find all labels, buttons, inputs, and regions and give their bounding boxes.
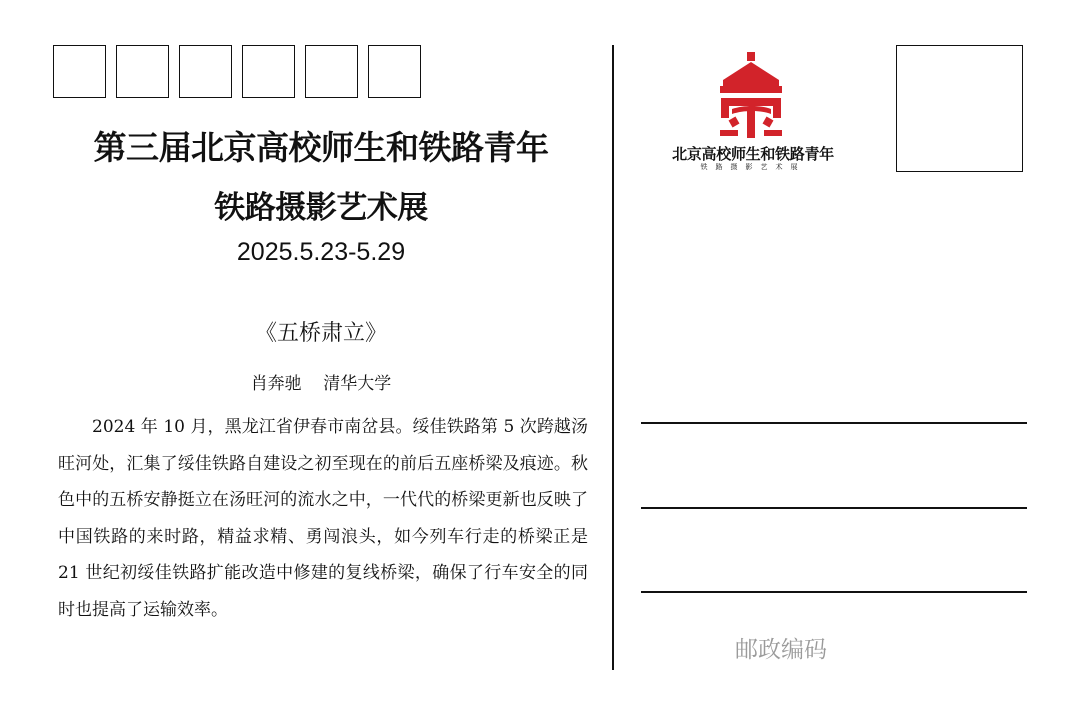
exhibition-title-line2: 铁路摄影艺术展	[214, 190, 428, 226]
stamp-box	[896, 45, 1023, 172]
postal-code-box[interactable]	[116, 45, 169, 98]
postal-code-box[interactable]	[368, 45, 421, 98]
work-description: 2024 年 10 月，黑龙江省伊春市南岔县。绥佳铁路第 5 次跨越汤旺河处，汇集了绥佳铁路自建设之初至现在的前后五座桥梁及痕迹。秋色中的五桥安静挺立在汤旺河的流水之中，一代代的桥梁更新也反映了中国铁路的来时路，精益求精、勇闯浪头，如今列车行走的桥梁正是 21 世纪初绥佳铁路扩能改造中修建的复线桥梁，确保了行车安全的同时也提高了运输效率。	[58, 417, 588, 620]
logo-organization-name: 北京高校师生和铁路青年	[672, 145, 834, 163]
exhibition-dates: 2025.5.23-5.29	[236, 238, 406, 266]
postal-code-box[interactable]	[53, 45, 106, 98]
address-line[interactable]	[641, 507, 1027, 509]
postcode-label: 邮政编码	[735, 637, 827, 663]
postal-code-boxes	[53, 45, 421, 98]
work-title: 《五桥肃立》	[254, 321, 387, 346]
author-affiliation: 肖奔驰 清华大学	[250, 374, 392, 394]
address-line[interactable]	[641, 422, 1027, 424]
postal-code-box[interactable]	[305, 45, 358, 98]
exhibition-title-line1: 第三届北京高校师生和铁路青年	[93, 128, 549, 167]
railway-logo-icon	[716, 52, 786, 138]
postal-code-box[interactable]	[242, 45, 295, 98]
address-line[interactable]	[641, 591, 1027, 593]
postcard-divider	[612, 45, 614, 670]
logo-subtitle: 铁路摄影艺术展	[700, 163, 806, 171]
postal-code-box[interactable]	[179, 45, 232, 98]
